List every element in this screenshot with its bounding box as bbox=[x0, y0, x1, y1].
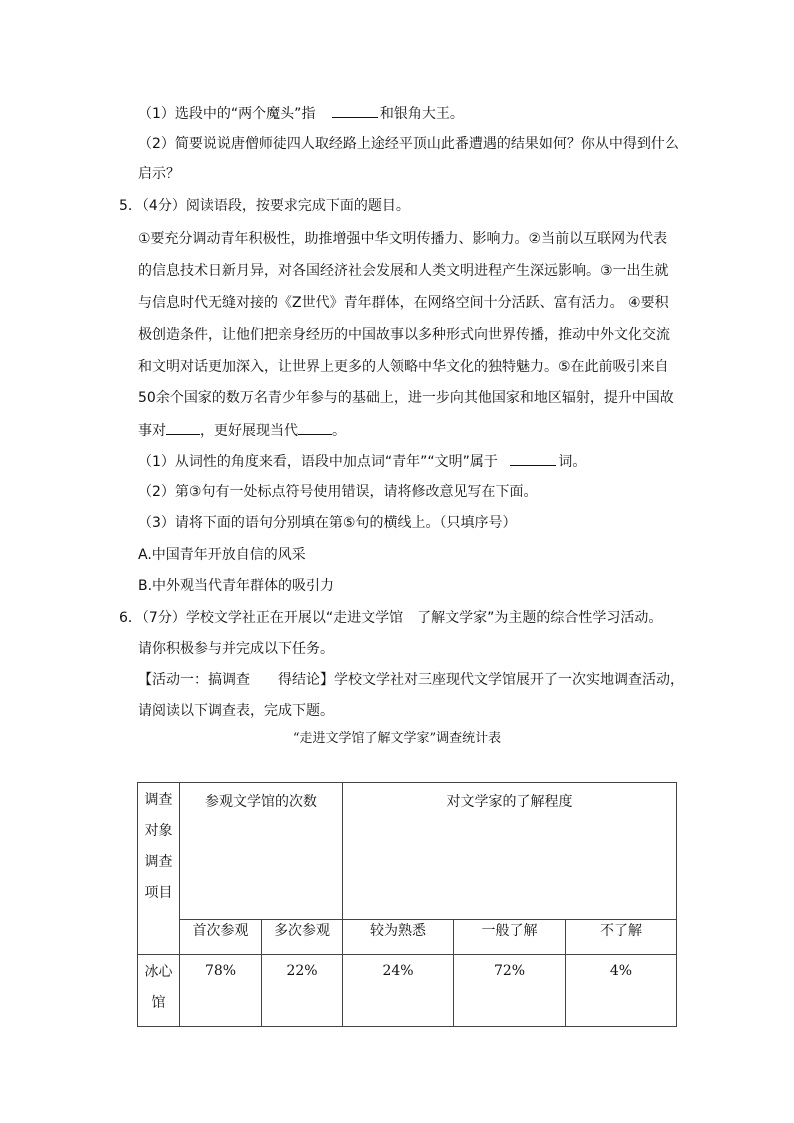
q5-passage-last-b: ，更好展现当代 bbox=[200, 423, 298, 439]
q5-blank-2[interactable] bbox=[298, 420, 332, 435]
q5-passage-last-c: 。 bbox=[332, 423, 346, 439]
q6-header: 6．（7分）学校文学社正在开展以“走进文学馆 了解文学家”为主题的综合性学习活动。 bbox=[119, 610, 663, 626]
table-corner-cell bbox=[138, 783, 180, 955]
row-label: 馆 bbox=[151, 995, 166, 1011]
column-header: 首次参观 bbox=[180, 920, 262, 955]
q5-sub1 bbox=[138, 451, 586, 472]
q5-sub3: （3）请将下面的语句分别填在第⑤句的横线上。（只填序号） bbox=[138, 515, 517, 531]
q5-option-a: A.中国青年开放自信的风采 bbox=[138, 547, 306, 563]
table-cell: 22% bbox=[262, 955, 343, 1027]
table-caption: “走进文学馆了解文学家”调查统计表 bbox=[292, 731, 502, 746]
column-header: 一般了解 bbox=[454, 920, 566, 955]
column-header: 不了解 bbox=[566, 920, 677, 955]
q5-passage-line: 与信息时代无缝对接的《Z世代》青年群体，在网络空间十分活跃、富有活力。 ④要积 bbox=[138, 295, 669, 311]
q6-activity-line2: 请阅读以下调查表，完成下题。 bbox=[138, 703, 334, 719]
table-cell: 72% bbox=[454, 955, 566, 1027]
group-header-familiarity: 对文学家的了解程度 bbox=[343, 783, 677, 920]
q5-sub1-tail: 词。 bbox=[558, 454, 587, 470]
table-cell: 4% bbox=[566, 955, 677, 1027]
group-header-visits: 参观文学馆的次数 bbox=[180, 783, 343, 920]
q5-passage-line: 和文明对话更加深入，让世界上更多的人领略中华文化的独特魅力。⑤在此前吸引来自 bbox=[138, 359, 669, 375]
table-subheader-row bbox=[138, 920, 677, 955]
corner-text: 调查 bbox=[144, 854, 173, 870]
q5-header: 5．（4分）阅读语段，按要求完成下面的题目。 bbox=[119, 198, 410, 214]
corner-text: 调查 bbox=[144, 792, 173, 808]
corner-text: 对象 bbox=[144, 823, 173, 839]
table-cell: 24% bbox=[343, 955, 454, 1027]
q6-activity-line1: 【活动一：搞调查 得结论】学校文学社对三座现代文学馆展开了一次实地调查活动， bbox=[138, 672, 684, 688]
q4-sub1-blank[interactable] bbox=[332, 103, 378, 118]
q5-passage-line: ①要充分调动青年积极性，助推增强中华文明传播力、影响力。②当前以互联网为代表 bbox=[138, 231, 668, 247]
q5-passage-line: 的信息技术日新月异，对各国经济社会发展和人类文明进程产生深远影响。③一出生就 bbox=[138, 263, 669, 279]
row-label: 冰心 bbox=[144, 964, 173, 980]
table-header-row bbox=[138, 783, 677, 920]
table-row bbox=[138, 955, 677, 1027]
q4-sub1-tail: 和银角大王。 bbox=[379, 106, 464, 122]
row-label-cell bbox=[138, 955, 180, 1027]
q4-sub1 bbox=[138, 103, 464, 124]
corner-text: 项目 bbox=[144, 885, 173, 901]
q5-blank-1[interactable] bbox=[166, 420, 200, 435]
q4-sub2-line2: 启示？ bbox=[138, 166, 180, 182]
q4-sub1-text: （1）选段中的“两个魔头”指 bbox=[138, 106, 316, 122]
q5-option-b: B.中外观当代青年群体的吸引力 bbox=[138, 578, 335, 594]
q5-sub2: （2）第③句有一处标点符号使用错误，请将修改意见写在下面。 bbox=[138, 484, 538, 500]
q5-passage-last-a: 事对 bbox=[138, 423, 166, 439]
q5-passage-line: 极创造条件，让他们把亲身经历的中国故事以多种形式向世界传播，推动中外文化交流 bbox=[138, 327, 670, 343]
q5-passage-line: 50余个国家的数万名青少年参与的基础上，进一步向其他国家和地区辐射，提升中国故 bbox=[138, 390, 674, 406]
table-cell: 78% bbox=[180, 955, 262, 1027]
survey-table bbox=[137, 782, 677, 1027]
column-header: 较为熟悉 bbox=[343, 920, 454, 955]
q5-passage-last bbox=[138, 420, 346, 441]
q4-sub2-line1: （2）简要说说唐僧师徒四人取经路上途经平顶山此番遭遇的结果如何？你从中得到什么 bbox=[138, 136, 679, 152]
column-header: 多次参观 bbox=[262, 920, 343, 955]
q6-line2: 请你积极参与并完成以下任务。 bbox=[138, 641, 334, 657]
q5-sub1-text: （1）从词性的角度来看，语段中加点词“青年”“文明”属于 bbox=[138, 454, 498, 470]
q5-sub1-blank[interactable] bbox=[510, 451, 556, 466]
